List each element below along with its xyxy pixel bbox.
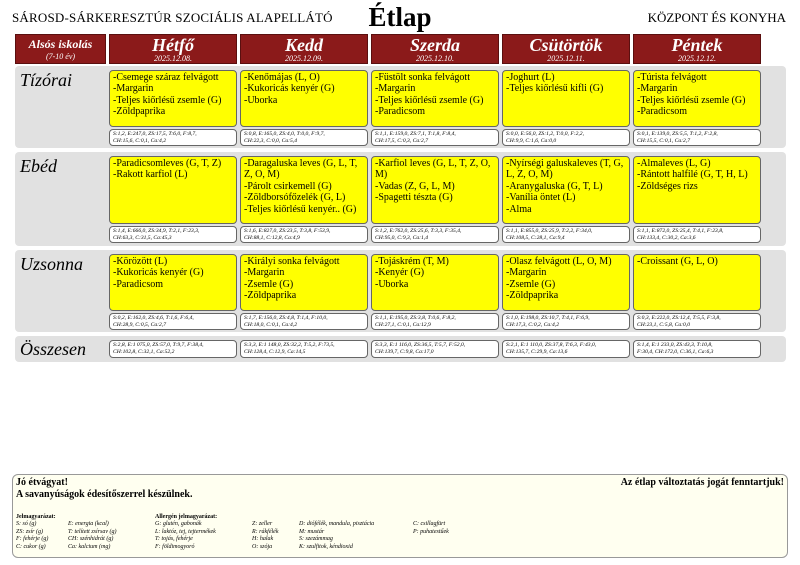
menu-item: -Tojáskrém (T, M): [375, 256, 449, 267]
nutrition-line: S:2,8, E:1 075,0, ZS:57,0, T:9,7, F:38,4,: [113, 342, 204, 348]
page-title: Étlap: [368, 2, 432, 32]
nutrition-line: S:1,1, E:195,0, ZS:3,8, T:0,6, F:8,2,: [375, 315, 456, 321]
menu-cell: [109, 254, 237, 311]
nutrition-line: CH:27,1, C:0,1, Ca:12,9: [375, 322, 431, 329]
nutrition-line: S:0,2, E:162,0, ZS:4,6, T:1,6, F:6,4,: [113, 315, 194, 321]
menu-cell: [502, 254, 630, 311]
nutrition-box: [240, 226, 368, 243]
total-nutrition-box: [240, 340, 368, 358]
organization-name: SÁROSD-SÁRKERESZTÚR SZOCIÁLIS ALAPELLÁTÓ: [12, 10, 333, 25]
menu-item: -Zöldpaprika: [244, 290, 297, 302]
total-nutrition-box: [633, 340, 761, 358]
legend-item: CH: szénhidrát (g): [68, 536, 114, 542]
legend-item: K: szulfitok, kéndioxid: [299, 543, 353, 550]
day-date: 2025.12.09.: [285, 54, 323, 63]
menu-item: -Zöldborsófőzelék (G, L): [244, 192, 346, 204]
nutrition-line: S:0,8, E:165,0, ZS:4,0, T:0,0, F:9,7,: [244, 131, 325, 137]
menu-item: -Teljes kiőrlésű zsemle (G): [113, 94, 222, 106]
footer-right-note: Az étlap változtatás jogát fenntartjuk!: [620, 477, 784, 488]
age-group-label: Alsós iskolás: [28, 37, 93, 51]
age-group-range: (7-10 év): [45, 52, 76, 61]
menu-item: -Teljes kiőrlésű zsemle (G): [375, 94, 484, 106]
nutrition-box: [371, 129, 499, 146]
menu-cell: [371, 254, 499, 311]
nutrition-box: [371, 226, 499, 243]
menu-item: -Kenyér (G): [375, 267, 425, 279]
legend-item: F: földimogyoró: [155, 543, 195, 550]
nutrition-line: S:1,4, E:666,0, ZS:34,9, T:2,1, F:23,3,: [113, 228, 200, 234]
day-header: [371, 34, 499, 64]
nutrition-line: S:1,2, E:762,0, ZS:25,6, T:3,3, F:35,4,: [375, 228, 462, 234]
menu-cell: [633, 70, 761, 127]
menu-cell: [502, 156, 630, 224]
day-name: Szerda: [409, 35, 460, 55]
nutrition-legend-title: Jelmagyarázat:: [16, 514, 56, 520]
nutrition-box: [633, 313, 761, 330]
nutrition-line: S:0,1, E:139,0, ZS:5,5, T:1,2, F:2,8,: [637, 131, 718, 137]
nutrition-line: CH:63,3, C:31,5, Ca:45,3: [113, 235, 172, 242]
menu-item: -Uborka: [375, 278, 409, 290]
nutrition-line: S:3,3, E:1 116,0, ZS:36,5, T:5,7, F:52,0,: [375, 342, 466, 348]
menu-cell: [633, 156, 761, 224]
menu-item: -Vanília öntet (L): [506, 192, 576, 204]
menu-cell: [371, 70, 499, 127]
legend-item: R: rákfélék: [252, 528, 279, 535]
allergen-legend-col2: [252, 521, 278, 551]
nutrition-line: S:2,1, E:1 110,0, ZS:37,8, T:6,3, F:43,0,: [506, 342, 597, 348]
nutrition-line: CH:108,5, C:28,1, Ca:9,4: [506, 235, 565, 242]
legend-item: C: cukor (g): [16, 543, 46, 550]
menu-item: -Zsemle (G): [244, 278, 294, 290]
menu-item: -Paradicsom: [113, 278, 163, 290]
nutrition-line: S:0,0, E:56,0, ZS:1,2, T:0,0, F:2,2,: [506, 131, 584, 137]
menu-item: -Uborka: [244, 94, 278, 106]
nutrition-box: [371, 313, 499, 330]
nutrition-line: S:1,0, E:198,0, ZS:10,7, T:4,1, F:6,9,: [506, 315, 590, 321]
menu-item: -Rakott karfiol (L): [113, 169, 188, 181]
day-name: Kedd: [285, 35, 323, 55]
legend-item: Z: zeller: [252, 521, 273, 527]
menu-cell: [633, 254, 761, 311]
legend-item: G: glutén, gabonák: [155, 521, 202, 527]
nutrition-line: CH:128,4, C:12,9, Ca:14,5: [244, 349, 306, 356]
legend-item: L: laktóz, tej, tejtermékek: [155, 528, 216, 535]
nutrition-line: S:1,7, E:156,0, ZS:4,8, T:1,4, F:10,0,: [244, 315, 328, 321]
nutrition-box: [240, 313, 368, 330]
allergen-legend-title: Allergén jelmagyarázat:: [155, 514, 218, 520]
legend-item: C: csillagfürt: [413, 521, 446, 527]
menu-item: -Almaleves (L, G): [637, 158, 711, 169]
menu-item: -Teljes kiőrlésű kifli (G): [506, 83, 604, 95]
nutrition-line: CH:139,7, C:9,8, Ca:17,0: [375, 349, 434, 356]
menu-item: -Nyírségi galuskaleves (T, G, L, Z, O, M): [506, 158, 624, 181]
menu-item: -Rántott halfilé (G, T, H, L): [637, 169, 748, 181]
menu-item: -Paradicsom: [637, 106, 687, 118]
day-name: Hétfő: [152, 35, 194, 55]
menu-item: -Csemege száraz felvágott: [113, 72, 219, 83]
sweetener-note: A savanyúságok édesítőszerrel készülnek.: [16, 489, 193, 500]
menu-item: -Teljes kiőrlésű kenyér.. (G): [244, 203, 357, 215]
menu-cell: [371, 156, 499, 224]
day-header: [633, 34, 761, 64]
legend-item: M: mustár: [299, 528, 325, 535]
menu-item: -Aranygaluska (G, T, L): [506, 180, 603, 192]
nutrition-line: CH:88,1, C:12,8, Ca:4,9: [244, 235, 300, 242]
nutrition-line: CH:102,8, C:32,1, Ca:52,2: [113, 349, 175, 356]
total-nutrition-box: [109, 340, 237, 358]
nutrition-line: CH:18,0, C:0,1, Ca:4,2: [244, 322, 297, 329]
total-label: Összesen: [20, 339, 86, 359]
nutrition-line: S:3,3, E:1 148,0, ZS:32,2, T:5,2, F:73,5,: [244, 342, 335, 348]
allergen-legend-col1: [155, 521, 216, 551]
menu-item: -Királyi sonka felvágott: [244, 256, 340, 267]
menu-item: -Margarin: [375, 83, 416, 95]
total-nutrition-box: [502, 340, 630, 358]
age-group-header: [15, 34, 106, 64]
legend-item: O: szója: [252, 543, 273, 550]
nutrition-line: CH:23,1, C:5,8, Ca:0,0: [637, 322, 690, 329]
allergen-legend-col3: [299, 521, 374, 551]
total-nutrition-box: [371, 340, 499, 358]
nutrition-line: F:30,4, CH:172,0, C:36,1, Ca:6,3: [637, 349, 714, 356]
nutrition-line: CH:9,9, C:1,6, Ca:0,0: [506, 138, 557, 145]
menu-cell: [109, 70, 237, 127]
day-header: [240, 34, 368, 64]
menu-item: -Margarin: [637, 83, 678, 95]
nutrition-line: CH:22,3, C:0,0, Ca:5,4: [244, 138, 297, 145]
day-date: 2025.12.08.: [154, 54, 192, 63]
menu-item: -Füstölt sonka felvágott: [375, 72, 470, 83]
nutrition-box: [633, 129, 761, 146]
legend-item: D: diófélék, mandula, pisztácia: [299, 521, 375, 527]
menu-cell: [240, 156, 368, 224]
nutrition-line: CH:133,4, C:30,2, Ca:3,6: [637, 235, 696, 242]
nutrition-box: [502, 129, 630, 146]
nutrition-line: CH:17,3, C:0,2, Ca:4,2: [506, 322, 559, 329]
nutrition-line: CH:17,5, C:0,3, Ca:2,7: [375, 138, 428, 145]
nutrition-line: S:1,1, E:872,0, ZS:25,4, T:4,1, F:23,8,: [637, 228, 724, 234]
menu-item: -Alma: [506, 203, 532, 215]
menu-item: -Vadas (Z, G, L, M): [375, 180, 455, 192]
menu-item: -Párolt csirkemell (G): [244, 180, 332, 192]
day-date: 2025.12.10.: [416, 54, 454, 63]
menu-item: -Körözött (L): [113, 256, 168, 267]
nutrition-line: CH:95,0, C:9,3, Ca:1,4: [375, 235, 428, 242]
legend-item: P: puhatestűek: [413, 528, 449, 535]
menu-cell: [240, 254, 368, 311]
menu-item: -Margarin: [113, 83, 154, 95]
header-right-text: KÖZPONT ÉS KONYHA: [647, 10, 786, 25]
menu-item: -Zöldpaprika: [506, 290, 559, 302]
menu-item: -Daragaluska leves (G, L, T, Z, O, M): [244, 158, 358, 181]
legend-item: Ca: kalcium (mg): [68, 543, 111, 550]
menu-item: -Kenőmájas (L, O): [244, 72, 320, 83]
legend-item: T: telített zsírsav (g): [68, 528, 117, 535]
menu-item: -Kukoricás kenyér (G): [244, 83, 335, 95]
menu-item: -Zsemle (G): [506, 278, 556, 290]
menu-item: -Paradicsom: [375, 106, 425, 118]
meal-label: Tízórai: [20, 70, 73, 90]
nutrition-line: S:1,4, E:1 233,0, ZS:43,3, T:10,8,: [637, 342, 713, 348]
nutrition-box: [240, 129, 368, 146]
greeting-text: Jó étvágyat!: [16, 477, 68, 488]
nutrition-box: [502, 226, 630, 243]
day-header: [109, 34, 237, 64]
menu-item: -Túrista felvágott: [637, 72, 707, 83]
legend-item: E: energia (kcal): [68, 521, 109, 527]
nutrition-box: [109, 313, 237, 330]
nutrition-box: [633, 226, 761, 243]
nutrition-box: [109, 226, 237, 243]
menu-item: -Zöldséges rizs: [637, 180, 698, 192]
allergen-legend-col4: [413, 521, 449, 536]
footer-greeting: [16, 477, 193, 501]
menu-item: -Kukoricás kenyér (G): [113, 267, 204, 279]
day-date: 2025.12.11.: [547, 54, 585, 63]
menu-item: -Croissant (G, L, O): [637, 256, 718, 267]
menu-item: -Paradicsomleves (G, T, Z): [113, 158, 222, 169]
legend-item: ZS: zsír (g): [16, 528, 44, 535]
nutrition-line: S:1,6, E:827,0, ZS:23,5, T:3,8, F:53,9,: [244, 228, 331, 234]
nutrition-line: CH:15,5, C:0,1, Ca:2,7: [637, 138, 690, 145]
menu-item: -Spagetti tészta (G): [375, 192, 453, 204]
menu-item: -Karfiol leves (G, L, T, Z, O, M): [375, 158, 491, 181]
nutrition-line: S:1,2, E:247,0, ZS:17,5, T:6,0, F:8,7,: [113, 131, 197, 137]
meal-label: Uzsonna: [20, 254, 84, 274]
day-header: [502, 34, 630, 64]
menu-item: -Teljes kiőrlésű zsemle (G): [637, 94, 746, 106]
menu-cell: [109, 156, 237, 224]
nutrition-line: S:1,1, E:159,0, ZS:7,1, T:1,8, F:8,4,: [375, 131, 456, 137]
menu-cell: [240, 70, 368, 127]
legend-item: F: fehérje (g): [16, 536, 49, 542]
nutrition-line: CH:28,9, C:0,5, Ca:2,7: [113, 322, 166, 329]
nutrition-line: CH:135,7, C:29,9, Ca:13,6: [506, 349, 568, 356]
menu-item: -Zöldpaprika: [113, 106, 166, 118]
menu-item: -Joghurt (L): [506, 72, 555, 83]
day-name: Péntek: [671, 35, 723, 55]
legend-item: S: só (g): [16, 521, 37, 527]
nutrition-box: [502, 313, 630, 330]
nutrition-line: S:1,1, E:855,0, ZS:25,9, T:2,2, F:34,0,: [506, 228, 593, 234]
nutrition-box: [109, 129, 237, 146]
nutrition-line: S:0,3, E:222,0, ZS:12,4, T:5,5, F:3,8,: [637, 315, 721, 321]
menu-item: -Margarin: [506, 267, 547, 279]
day-date: 2025.12.12.: [678, 54, 716, 63]
meal-label: Ebéd: [20, 156, 57, 176]
legend-item: T: tojás, fehérje: [155, 536, 193, 542]
menu-item: -Margarin: [244, 267, 285, 279]
legend-item: S: szezámmag: [299, 536, 333, 542]
menu-item: -Olasz felvágott (L, O, M): [506, 256, 612, 267]
legend-item: H: halak: [252, 536, 274, 542]
menu-cell: [502, 70, 630, 127]
nutrition-legend-col1: [16, 521, 48, 551]
nutrition-legend-col2: [68, 521, 117, 551]
day-name: Csütörtök: [529, 35, 603, 55]
nutrition-line: CH:15,6, C:0,1, Ca:4,2: [113, 138, 166, 145]
